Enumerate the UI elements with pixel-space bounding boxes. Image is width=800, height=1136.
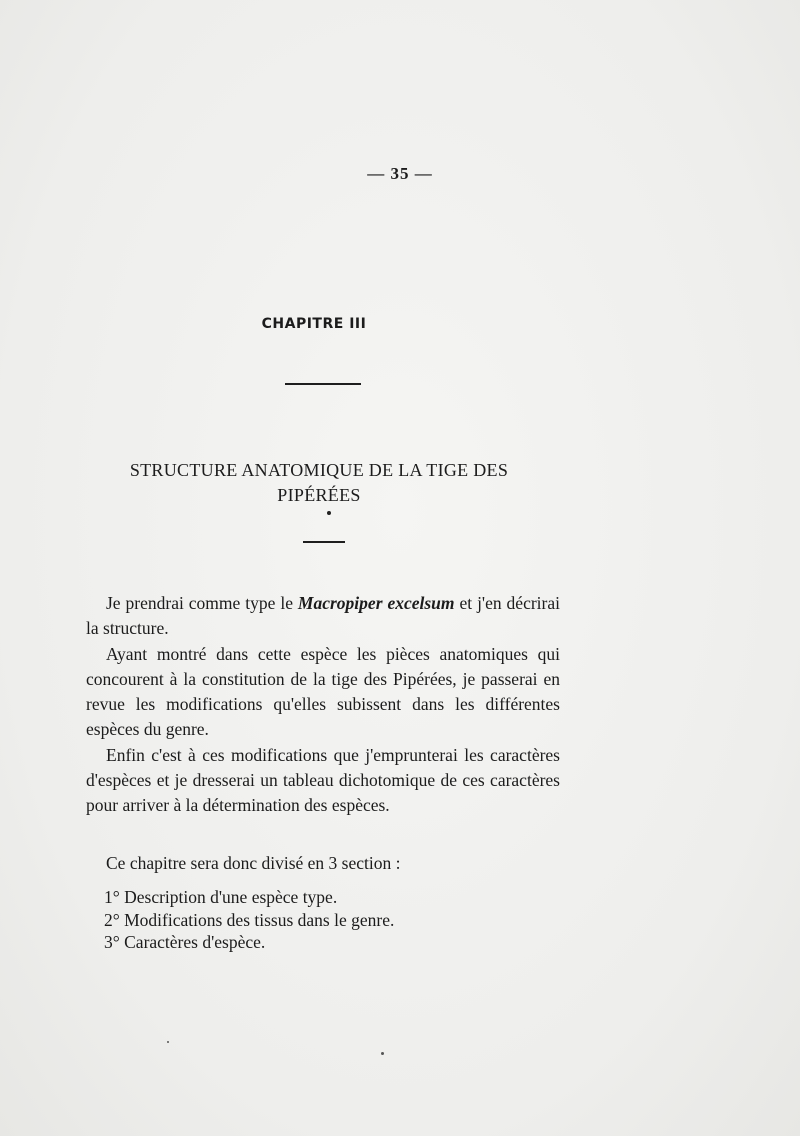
list-item: 2° Modifications des tissus dans le genre. — [104, 909, 395, 930]
chapter-title: STRUCTURE ANATOMIQUE DE LA TIGE DES PIPÉRÉES — [129, 460, 509, 505]
list-item: 1° Description d'une espèce type. — [104, 887, 338, 907]
page-number: — 35 — — [367, 164, 433, 183]
chapter-label: CHAPITRE III — [261, 316, 367, 332]
list-item: 3° Caractères d'espèce. — [104, 932, 266, 952]
paragraph — [86, 642, 560, 742]
paragraph — [86, 743, 560, 818]
species-name: Macropiper excelsum — [297, 593, 455, 613]
paragraph-text: Enfin c'est à ces modifications que j'emprunterai les caractères d'espèces et je dresserai un tableau dichotomique de ces caractères pour arriver à la détermination des espèces. — [86, 745, 560, 815]
paragraph-text: Ayant montré dans cette espèce les pièces anatomiques qui concourent à la constitution de la tige des Pipérées, je passerai en revue les modifications qu'elles subissent dans les différentes espèces du genre. — [86, 644, 560, 739]
intro-text-after: et j'en décrirai la structure. — [86, 593, 560, 638]
intro-text-before: Je prendrai comme type le — [106, 593, 298, 613]
divider-rule — [303, 541, 345, 543]
section-list — [104, 886, 564, 954]
paragraph — [86, 851, 560, 876]
paper-speck — [167, 1041, 169, 1043]
paragraph-text: Ce chapitre sera donc divisé en 3 section : — [106, 853, 401, 873]
paper-speck — [381, 1052, 384, 1055]
intro-paragraph — [86, 591, 560, 641]
divider-rule — [285, 383, 361, 385]
ornament-dot — [327, 511, 331, 515]
